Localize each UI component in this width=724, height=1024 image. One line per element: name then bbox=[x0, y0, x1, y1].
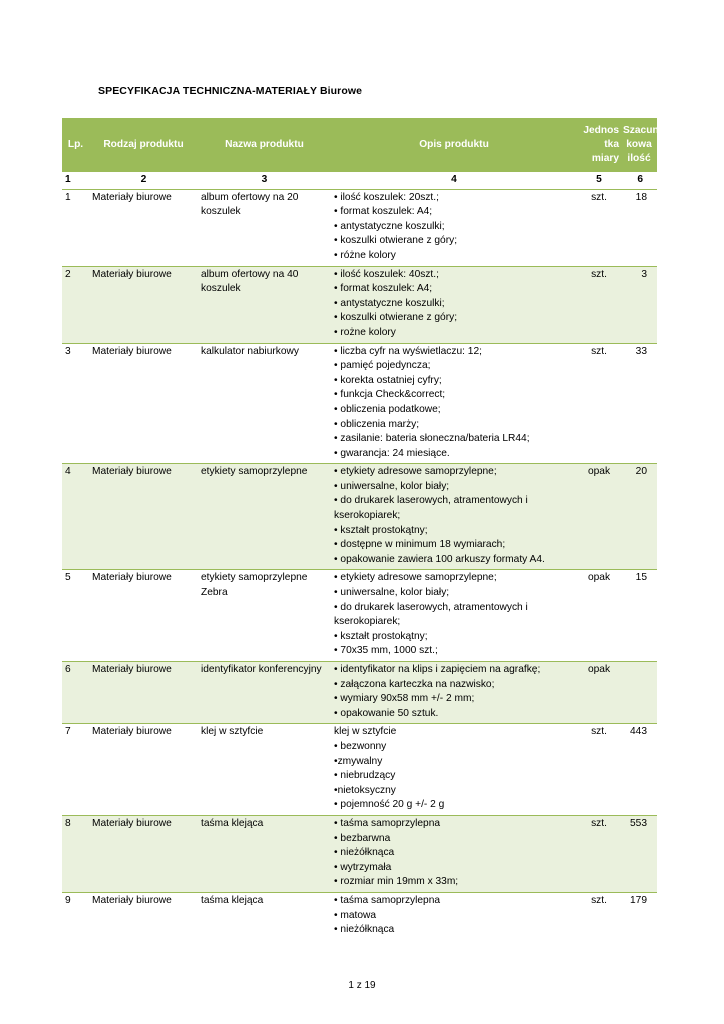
cell-jednostka: szt. bbox=[577, 343, 621, 464]
opis-line: • uniwersalne, kolor biały; bbox=[334, 480, 450, 492]
opis-line: • nieżółknąca bbox=[334, 847, 395, 859]
cell-opis bbox=[331, 662, 577, 724]
opis-line: • rozmiar min 19mm x 33m; bbox=[334, 876, 459, 888]
cell-opis bbox=[331, 892, 577, 939]
cell-jednostka: szt. bbox=[591, 894, 607, 906]
cell-jednostka: opak bbox=[577, 464, 621, 570]
opis-line: • ilość koszulek: 20szt.; bbox=[334, 191, 439, 203]
cell-ilosc: 18 bbox=[621, 189, 657, 266]
table-row bbox=[62, 266, 657, 343]
page-number: 1 z 19 bbox=[348, 980, 376, 991]
cell-rodzaj: Materiały biurowe bbox=[89, 189, 198, 266]
cell-nazwa: kalkulator nabiurkowy bbox=[198, 343, 331, 464]
cell-rodzaj: Materiały biurowe bbox=[89, 343, 198, 464]
opis-line: • kształt prostokątny; bbox=[334, 630, 428, 642]
cell-ilosc bbox=[621, 662, 657, 724]
opis-line: • gwarancja: 24 miesiące. bbox=[334, 447, 450, 459]
opis-line: • dostępne w minimum 18 wymiarach; bbox=[334, 539, 506, 551]
opis-line: • koszulki otwierane z góry; bbox=[334, 312, 458, 324]
cell-nazwa: etykiety samoprzylepne bbox=[198, 464, 331, 570]
cell-ilosc: 15 bbox=[621, 570, 657, 662]
cell-nazwa: taśma klejąca bbox=[201, 894, 264, 906]
opis-line: • format koszulek: A4; bbox=[334, 206, 433, 218]
opis-line: • funkcja Check&correct; bbox=[334, 389, 446, 401]
cell-jednostka: szt. bbox=[577, 266, 621, 343]
document-title: SPECYFIKACJA TECHNICZNA-MATERIAŁY Biurowe bbox=[98, 85, 363, 97]
cell-rodzaj: Materiały biurowe bbox=[89, 662, 198, 724]
cell-lp: 3 bbox=[62, 343, 89, 464]
cell-ilosc: 3 bbox=[621, 266, 657, 343]
cell-opis bbox=[331, 266, 577, 343]
opis-line: • etykiety adresowe samoprzylepne; bbox=[334, 466, 497, 478]
cell-nazwa: taśma klejąca bbox=[198, 815, 331, 892]
opis-line: • zasilanie: bateria słoneczna/bateria LR44; bbox=[334, 433, 530, 445]
cell-lp: 9 bbox=[65, 894, 71, 906]
cell-rodzaj: Materiały biurowe bbox=[89, 266, 198, 343]
opis-line: • do drukarek laserowych, atramentowych i bbox=[334, 495, 528, 507]
table-row bbox=[62, 724, 657, 816]
cell-ilosc: 20 bbox=[621, 464, 657, 570]
header-lp: Lp. bbox=[62, 118, 89, 172]
header-jednostka: Jednos tka miary bbox=[577, 118, 621, 172]
opis-line: •nietoksyczny bbox=[334, 784, 396, 796]
opis-line: • etykiety adresowe samoprzylepne; bbox=[334, 572, 497, 584]
opis-line: • antystatyczne koszulki; bbox=[334, 297, 445, 309]
opis-line: kserokopiarek; bbox=[334, 510, 401, 522]
opis-line: • 70x35 mm, 1000 szt.; bbox=[334, 645, 438, 657]
cell-rodzaj: Materiały biurowe bbox=[92, 894, 172, 906]
cell-rodzaj: Materiały biurowe bbox=[89, 724, 198, 816]
table-row bbox=[62, 570, 657, 662]
cell-rodzaj: Materiały biurowe bbox=[89, 815, 198, 892]
cell-lp: 1 bbox=[62, 189, 89, 266]
header-nazwa: Nazwa produktu bbox=[198, 118, 331, 172]
opis-line: • załączona karteczka na nazwisko; bbox=[334, 678, 495, 690]
cell-nazwa: etykiety samoprzylepne Zebra bbox=[198, 570, 331, 662]
cell-lp: 5 bbox=[62, 570, 89, 662]
cell-opis bbox=[331, 464, 577, 570]
opis-line: kserokopiarek; bbox=[334, 616, 401, 628]
opis-line: • liczba cyfr na wyświetlaczu: 12; bbox=[334, 345, 482, 357]
cell-ilosc: 553 bbox=[621, 815, 657, 892]
column-number: 1 bbox=[62, 172, 89, 189]
cell-ilosc: 179 bbox=[630, 894, 647, 906]
header-opis: Opis produktu bbox=[331, 118, 577, 172]
opis-line: • identyfikator na klips i zapięciem na agrafkę; bbox=[334, 664, 541, 675]
cell-lp: 6 bbox=[62, 662, 89, 724]
specification-table bbox=[62, 118, 657, 940]
opis-line: • antystatyczne koszulki; bbox=[334, 220, 445, 232]
column-number-row bbox=[62, 172, 657, 189]
header-szacunkowa: Szacun kowa ilość bbox=[621, 118, 657, 172]
cell-jednostka: szt. bbox=[577, 189, 621, 266]
opis-line: • obliczenia marży; bbox=[334, 418, 420, 430]
cell-nazwa: album ofertowy na 40 koszulek bbox=[198, 266, 331, 343]
opis-line: • rożne kolory bbox=[334, 326, 396, 338]
cell-jednostka: opak bbox=[577, 570, 621, 662]
cell-opis bbox=[331, 189, 577, 266]
table-row bbox=[62, 189, 657, 266]
cell-nazwa: album ofertowy na 20 koszulek bbox=[198, 189, 331, 266]
opis-line: • bezbarwna bbox=[334, 832, 391, 844]
cell-opis bbox=[331, 343, 577, 464]
cell-opis bbox=[331, 724, 577, 816]
opis-line: • wytrzymała bbox=[334, 861, 392, 873]
table-row bbox=[62, 662, 657, 724]
opis-line: • koszulki otwierane z góry; bbox=[334, 235, 458, 247]
cell-opis bbox=[331, 815, 577, 892]
cell-lp: 7 bbox=[62, 724, 89, 816]
table-row bbox=[62, 343, 657, 464]
column-number: 5 bbox=[577, 172, 621, 189]
cell-opis bbox=[331, 570, 577, 662]
opis-line: • matowa bbox=[334, 909, 377, 921]
cell-jednostka: szt. bbox=[577, 724, 621, 816]
table-row bbox=[62, 464, 657, 570]
opis-line: • opakowanie 50 sztuk. bbox=[334, 707, 439, 719]
opis-line: • taśma samoprzylepna bbox=[334, 817, 441, 829]
cell-lp: 4 bbox=[62, 464, 89, 570]
opis-line: • pamięć pojedyncza; bbox=[334, 360, 431, 372]
column-number: 4 bbox=[331, 172, 577, 189]
opis-line: • format koszulek: A4; bbox=[334, 283, 433, 295]
cell-jednostka: szt. bbox=[577, 815, 621, 892]
cell-ilosc: 33 bbox=[621, 343, 657, 464]
opis-line: • różne kolory bbox=[334, 249, 396, 261]
table-header-row bbox=[62, 118, 657, 172]
column-number: 3 bbox=[198, 172, 331, 189]
column-number: 2 bbox=[89, 172, 198, 189]
opis-line: • kształt prostokątny; bbox=[334, 524, 428, 536]
cell-rodzaj: Materiały biurowe bbox=[89, 464, 198, 570]
cell-lp: 2 bbox=[62, 266, 89, 343]
cell-ilosc: 443 bbox=[621, 724, 657, 816]
opis-line: •zmywalny bbox=[334, 755, 383, 767]
cell-nazwa: klej w sztyfcie bbox=[198, 724, 331, 816]
opis-line: • ilość koszulek: 40szt.; bbox=[334, 268, 439, 280]
column-number: 6 bbox=[621, 172, 657, 189]
opis-line: • niebrudzący bbox=[334, 770, 396, 782]
opis-line: • do drukarek laserowych, atramentowych i bbox=[334, 601, 528, 613]
table-row bbox=[62, 815, 657, 892]
opis-line: • nieżółknąca bbox=[334, 924, 395, 936]
opis-line: • opakowanie zawiera 100 arkuszy formaty A4. bbox=[334, 553, 545, 565]
opis-line: • bezwonny bbox=[334, 740, 387, 752]
cell-lp: 8 bbox=[62, 815, 89, 892]
opis-line: klej w sztyfcie bbox=[334, 726, 397, 738]
opis-line: • pojemność 20 g +/- 2 g bbox=[334, 799, 445, 811]
cell-rodzaj: Materiały biurowe bbox=[89, 570, 198, 662]
table-row bbox=[62, 892, 657, 939]
cell-jednostka: opak bbox=[577, 662, 621, 724]
cell-nazwa: identyfikator konferencyjny bbox=[198, 662, 331, 724]
header-rodzaj: Rodzaj produktu bbox=[89, 118, 198, 172]
opis-line: • korekta ostatniej cyfry; bbox=[334, 374, 442, 386]
opis-line: • obliczenia podatkowe; bbox=[334, 403, 441, 415]
specification-table-container bbox=[62, 118, 657, 940]
opis-line: • wymiary 90x58 mm +/- 2 mm; bbox=[334, 693, 475, 705]
opis-line: • taśma samoprzylepna bbox=[334, 894, 441, 906]
opis-line: • uniwersalne, kolor biały; bbox=[334, 587, 450, 599]
